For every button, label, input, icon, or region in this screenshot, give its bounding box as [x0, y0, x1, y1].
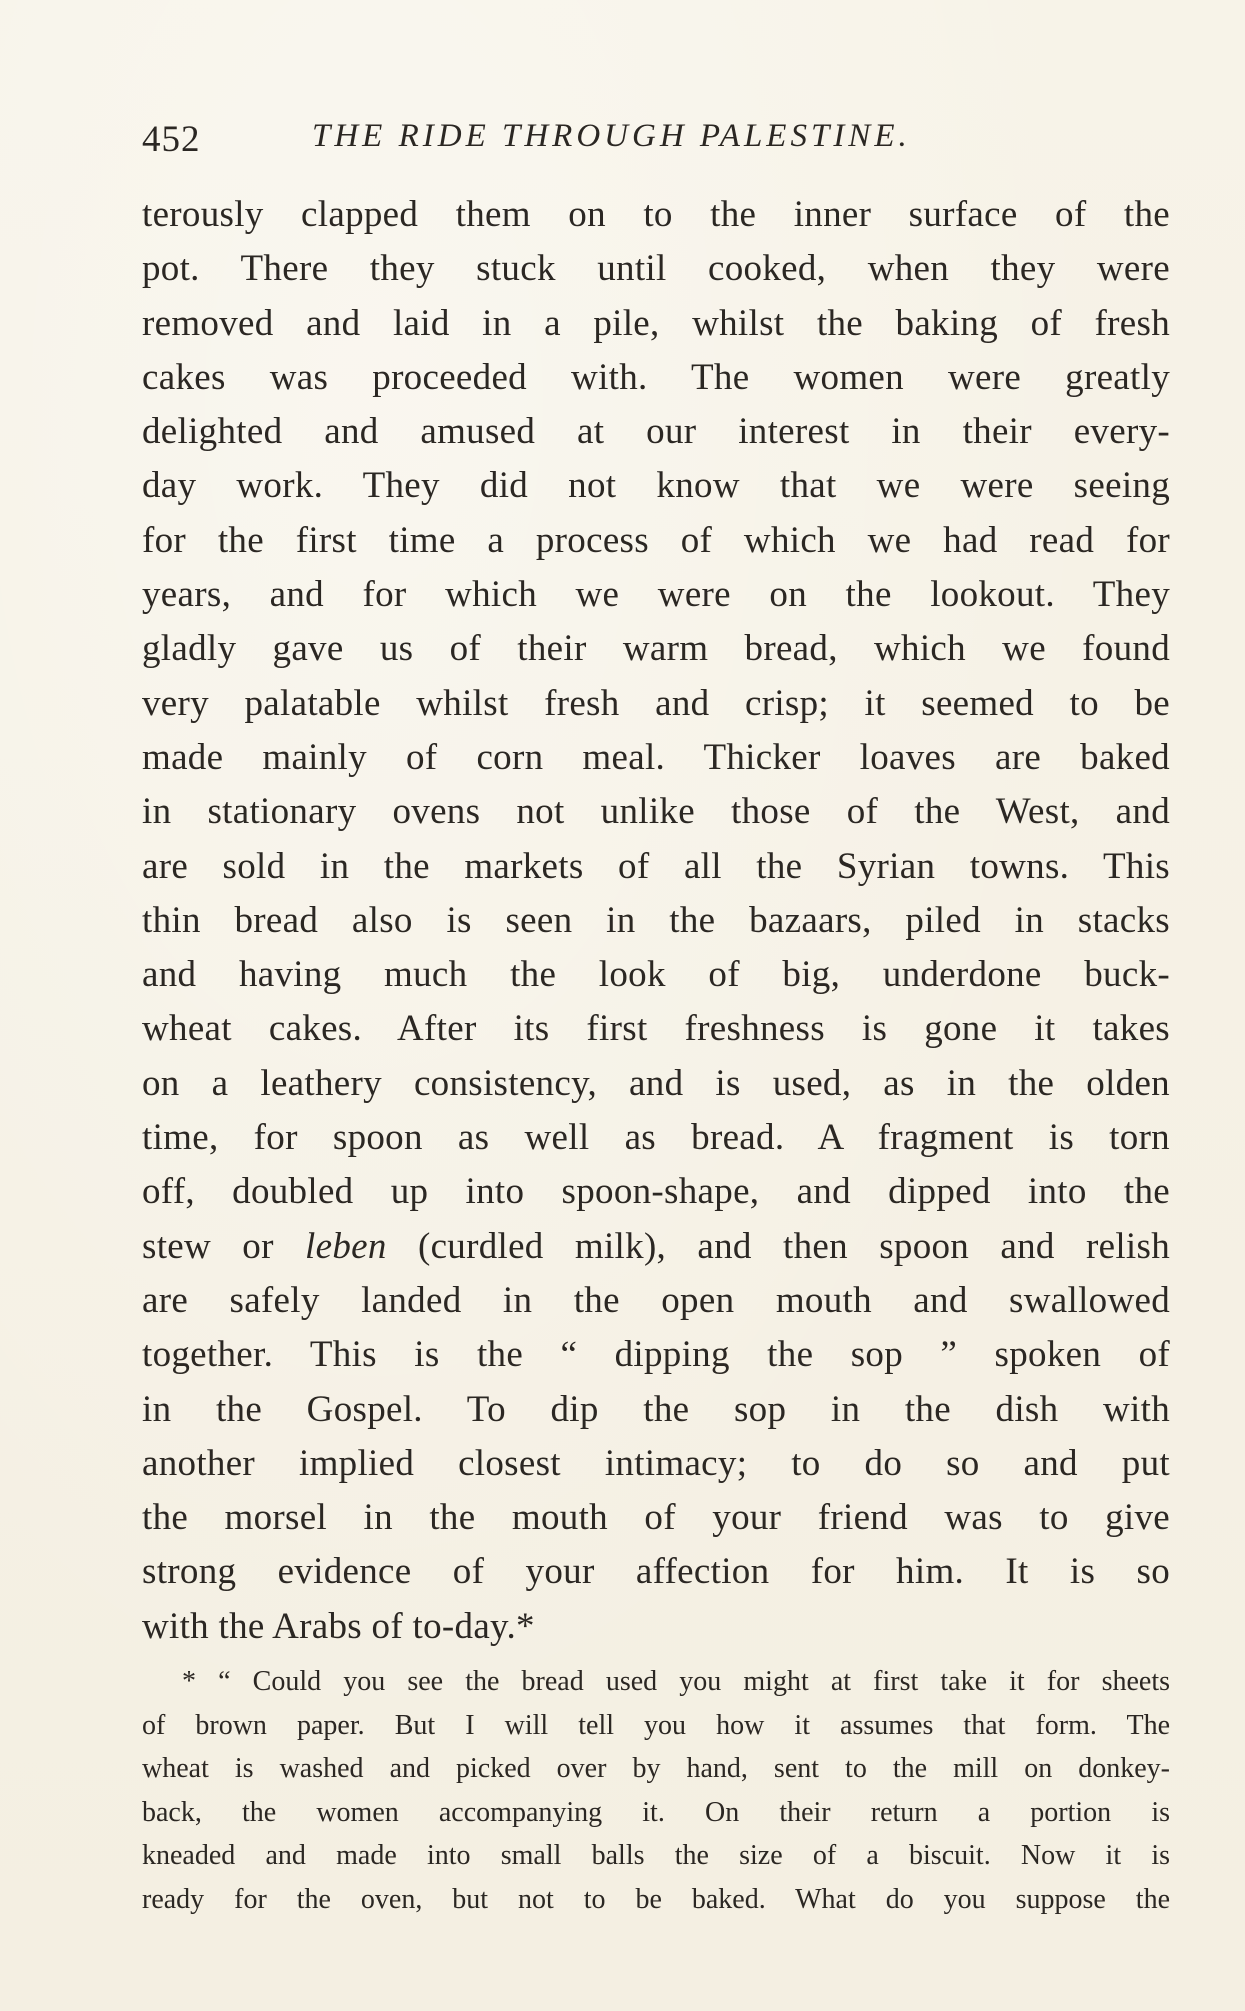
italic-word-leben: leben: [305, 1225, 387, 1267]
text-line: removed and laid in a pile, whilst the baking of fresh: [142, 302, 1170, 344]
text-line: day work. They did not know that we were seeing: [142, 465, 1170, 507]
footnote-line: of brown paper. But I will tell you how it assumes that form. The: [142, 1709, 1170, 1741]
text-line: and having much the look of big, underdone buck-: [142, 954, 1170, 996]
text-line: thin bread also is seen in the bazaars, piled in stacks: [142, 899, 1170, 941]
text-fragment: stew or: [142, 1225, 306, 1267]
footnote: [142, 1660, 1170, 1921]
text-line: gladly gave us of their warm bread, which we found: [142, 628, 1170, 670]
footnote-line: kneaded and made into small balls the size of a biscuit. Now it is: [142, 1840, 1170, 1871]
text-line: in the Gospel. To dip the sop in the dish with: [142, 1388, 1170, 1430]
text-line: cakes was proceeded with. The women were greatly: [142, 356, 1170, 398]
running-title: THE RIDE THROUGH PALESTINE.: [312, 118, 911, 154]
text-line: are safely landed in the open mouth and swallowed: [142, 1279, 1170, 1321]
text-line: in stationary ovens not unlike those of the West, and: [142, 791, 1170, 833]
text-line-last: with the Arabs of to-day.*: [142, 1605, 535, 1647]
footnote-line: ready for the oven, but not to be baked. What do you suppose the: [142, 1883, 1170, 1915]
text-line: very palatable whilst fresh and crisp; it seemed to be: [142, 682, 1170, 724]
page-header: [142, 118, 1002, 162]
text-line: years, and for which we were on the lookout. They: [142, 574, 1170, 616]
page-number: 452: [142, 119, 201, 160]
footnote-line: back, the women accompanying it. On their return a portion is: [142, 1796, 1170, 1828]
footnote-line: * “ Could you see the bread used you might at first take it for sheets: [182, 1666, 1170, 1697]
text-line: terously clapped them on to the inner surface of the: [142, 194, 1170, 235]
text-line: delighted and amused at our interest in their every-: [142, 411, 1170, 453]
text-line: for the first time a process of which we had read for: [142, 519, 1170, 561]
text-line: time, for spoon as well as bread. A fragment is torn: [142, 1117, 1170, 1159]
text-line: together. This is the “ dipping the sop ” spoken of: [142, 1334, 1170, 1376]
text-line: pot. There they stuck until cooked, when they were: [142, 248, 1170, 290]
body-text: [142, 188, 1170, 1654]
text-line-with-italic: [142, 1220, 1170, 1274]
footnote-line: wheat is washed and picked over by hand, sent to the mill on donkey-: [142, 1753, 1170, 1784]
text-line: off, doubled up into spoon-shape, and dipped into the: [142, 1171, 1170, 1213]
text-fragment: (curdled milk), and then spoon and relish: [386, 1225, 1170, 1267]
text-line: on a leathery consistency, and is used, as in the olden: [142, 1062, 1170, 1104]
text-line: wheat cakes. After its first freshness is gone it takes: [142, 1008, 1170, 1050]
text-line: another implied closest intimacy; to do so and put: [142, 1442, 1170, 1484]
text-line: strong evidence of your affection for him. It is so: [142, 1551, 1170, 1593]
text-line: are sold in the markets of all the Syrian towns. This: [142, 845, 1170, 887]
text-line: the morsel in the mouth of your friend was to give: [142, 1497, 1170, 1539]
text-line: made mainly of corn meal. Thicker loaves are baked: [142, 736, 1170, 778]
